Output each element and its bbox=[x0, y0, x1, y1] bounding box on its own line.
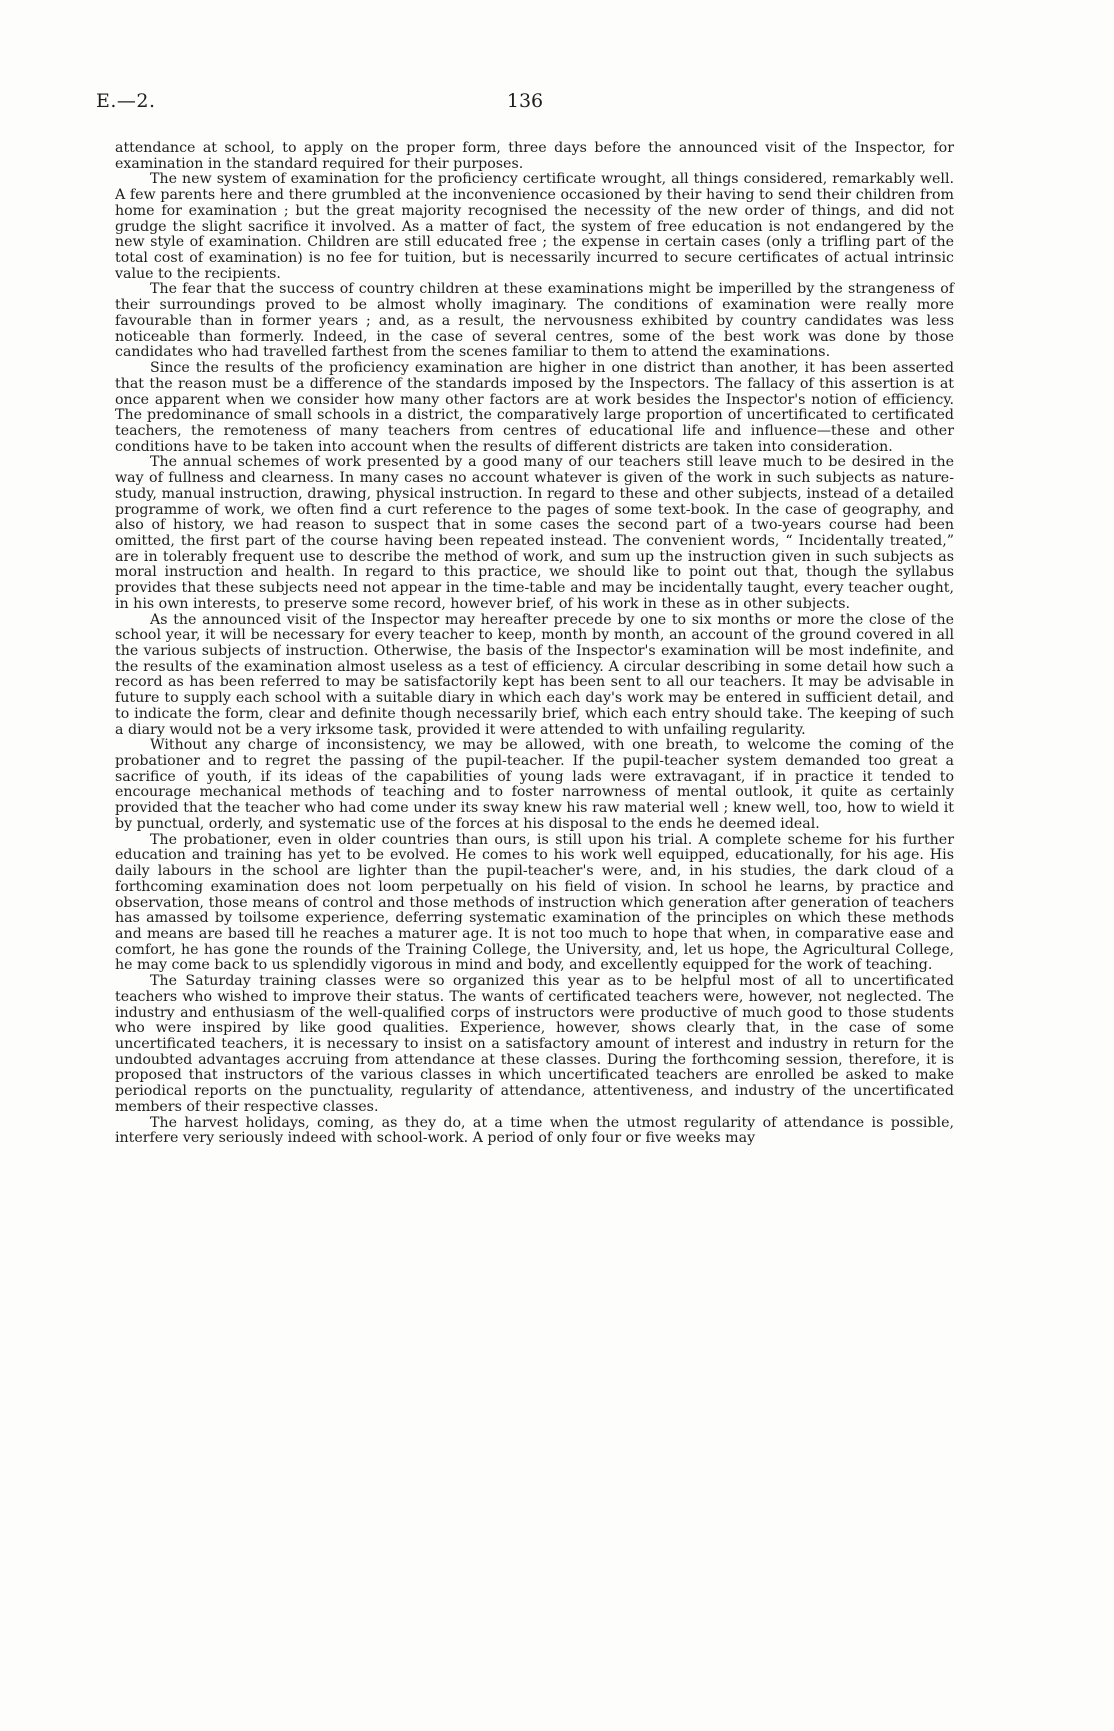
document-reference: E.—2. bbox=[96, 90, 156, 112]
paragraph-new-system: The new system of examination for the proficiency certificate wrought, all things considered, remarkably well. A few parents here and there grumbled at the inconvenience occasioned by their having to send their children from home for examination ; but the great majority recognised the necessity of the new order of things, and did not grudge the slight sacrifice it involved. As a matter of fact, the system of free education is not endangered by the new style of examination. Children are still educated free ; the expense in certain cases (only a trifling part of the total cost of examination) is no fee for tuition, but is necessarily incurred to secure certificates of actual intrinsic value to the recipients. bbox=[115, 171, 954, 282]
page-header bbox=[96, 90, 954, 120]
paragraph-inspector-visit: As the announced visit of the Inspector may hereafter precede by one to six months or more the close of the school year, it will be necessary for every teacher to keep, month by month, an account of the ground covered in all the various subjects of instruction. Otherwise, the basis of the Inspector's examination will be most indefinite, and the results of the examination almost useless as a test of efficiency. A circular describing in some detail how such a record as has been referred to may be satisfactorily kept has been sent to all our teachers. It may be advisable in future to supply each school with a suitable diary in which each day's work may be entered in sufficient detail, and to indicate the form, clear and definite though necessarily brief, which each entry should take. The keeping of such a diary would not be a very irksome task, provided it were attended to with unfailing regularity. bbox=[115, 611, 954, 738]
paragraph-harvest-holidays: The harvest holidays, coming, as they do, at a time when the utmost regularity of attendance is possible, interfere very seriously indeed with school-work. A period of only four or five weeks may bbox=[115, 1114, 954, 1147]
paragraph-country-children: The fear that the success of country children at these examinations might be imperilled by the strangeness of their surroundings proved to be almost wholly imaginary. The conditions of examination were really more favourable than in former years ; and, as a result, the nervousness exhibited by country candidates was less noticeable than formerly. Indeed, in the case of several centres, some of the best work was done by those candidates who had travelled farthest from the scenes familiar to them to attend the examinations. bbox=[115, 281, 954, 361]
paragraph-annual-schemes: The annual schemes of work presented by a good many of our teachers still leave much to be desired in the way of fullness and clearness. In many cases no account whatever is given of the work in such subjects as nature-study, manual instruction, drawing, physical instruction. In regard to these and other subjects, instead of a detailed programme of work, we often find a curt reference to the pages of some text-book. In the case of geography, and also of history, we had reason to suspect that in some cases the second part of a two-years course had been omitted, the first part of the course having been repeated instead. The convenient words, “ Incidentally treated,” are in tolerably frequent use to describe the method of work, and sum up the instruction given in such subjects as moral instruction and health. In regard to this practice, we should like to point out that, though the syllabus provides that these subjects need not appear in the time-table and may be incidentally taught, every teacher ought, in his own interests, to preserve some record, however brief, of his work in these as in other subjects. bbox=[115, 454, 954, 612]
paragraph-probationer-trial: The probationer, even in older countries than ours, is still upon his trial. A complete scheme for his further education and training has yet to be evolved. He comes to his work well equipped, educationally, for his age. His daily labours in the school are lighter than the pupil-teacher's were, and, in his studies, the dark cloud of a forthcoming examination does not loom perpetually on his field of vision. In school he learns, by practice and observation, those means of control and those methods of instruction which generation after generation of teachers has amassed by toilsome experience, deferring systematic examination of the principles on which these methods and means are based till he reaches a maturer age. It is not too much to hope that when, in comparative ease and comfort, he has gone the rounds of the Training College, the University, and, let us hope, the Agricultural College, he may come back to us splendidly vigorous in mind and body, and excellently equipped for the work of teaching. bbox=[115, 831, 954, 974]
paragraph-district-results: Since the results of the proficiency examination are higher in one district than another, it has been asserted that the reason must be a difference of the standards imposed by the Inspectors. The fallacy of this assertion is at once apparent when we consider how many other factors are at work besides the Inspector's notion of efficiency. The predominance of small schools in a district, the comparatively large proportion of uncertificated to certificated teachers, the remoteness of many teachers from centres of educational life and influence—these and other conditions have to be taken into account when the results of different districts are taken into consideration. bbox=[115, 360, 954, 455]
paragraph-saturday-classes: The Saturday training classes were so organized this year as to be helpful most of all to uncertificated teachers who wished to improve their status. The wants of certificated teachers were, however, not neglected. The industry and enthusiasm of the well-qualified corps of instructors were productive of much good to those students who were inspired by like good qualities. Experience, however, shows clearly that, in the case of some uncertificated teachers, it is necessary to insist on a satisfactory amount of interest and industry in return for the undoubted advantages accruing from attendance at these classes. During the forthcoming session, therefore, it is proposed that instructors of the various classes in which uncertificated teachers are enrolled be asked to make periodical reports on the punctuality, regularity of attendance, attentiveness, and industry of the uncertificated members of their respective classes. bbox=[115, 973, 954, 1115]
paragraph-probationer-welcome: Without any charge of inconsistency, we may be allowed, with one breath, to welcome the coming of the probationer and to regret the passing of the pupil-teacher. If the pupil-teacher system demanded too great a sacrifice of youth, if its ideas of the capabilities of young lads were extravagant, if in practice it tended to encourage mechanical methods of teaching and to foster narrowness of mental outlook, it quite as certainly provided that the teacher who had come under its sway knew his raw material well ; knew well, too, how to wield it by punctual, orderly, and systematic use of the forces at his disposal to the ends he deemed ideal. bbox=[115, 737, 954, 832]
paragraph-continuation: attendance at school, to apply on the proper form, three days before the announced visit of the Inspector, for examination in the standard required for their purposes. bbox=[115, 140, 954, 172]
body-text bbox=[115, 141, 954, 1147]
page-number: 136 bbox=[506, 90, 544, 112]
